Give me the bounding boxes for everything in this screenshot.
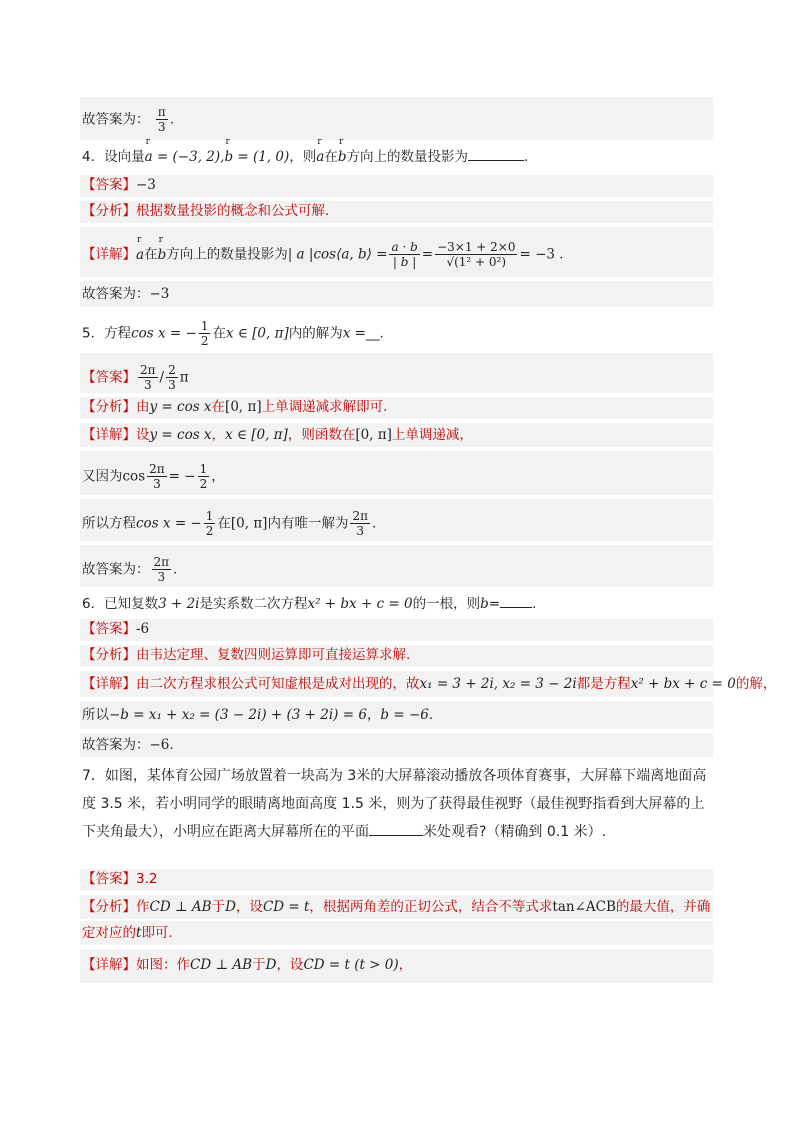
q4-stem: 4．设向量r a = (−3, 2),r b = (1, 0)，则r a在r b方向上的数量投影为 . xyxy=(80,144,713,168)
q4-final: 故答案为：−3 xyxy=(80,281,713,307)
answer-blank xyxy=(500,593,532,608)
answer-prefix: 故答案为： xyxy=(82,111,150,128)
answer-blank xyxy=(369,821,423,836)
q6-final: 故答案为：−6. xyxy=(80,733,713,757)
q6-answer: 【答案】-6 xyxy=(80,619,713,641)
fraction: $\frac{2}{3}$ xyxy=(168,363,176,392)
fraction: $\frac{-3\times 1 + 2\times 0}{\text{√(1² + 0²)}}$ xyxy=(437,240,516,269)
q6-stem: 6．已知复数3 + 2i是实系数二次方程x² + bx + c = 0的一根，则b= . xyxy=(80,591,713,615)
q5-answer: 【答案】 $\frac{2\pi}{3}$ / $\frac{2}{3}$ π xyxy=(80,353,713,393)
fraction: $\frac{\pi}{3}$ xyxy=(157,105,166,134)
fraction: $\frac{2\pi}{3}$ xyxy=(149,462,165,491)
prev-answer-line: 故答案为： $\frac{\pi}{3}$ . xyxy=(80,97,713,140)
fraction: $\frac{1}{2}$ xyxy=(199,462,208,491)
q5-final: 故答案为： $\frac{2\pi}{3}$ . xyxy=(80,545,713,587)
q7-analysis-1: 【分析】作CD ⊥ AB于D，设CD = t，根据两角差的正切公式，结合不等式求tan∠ACB的最大值，并确 xyxy=(80,895,713,919)
q7-detail: 【详解】如图：作CD ⊥ AB于D，设CD = t (t > 0)， xyxy=(80,949,713,983)
q6-detail-2: 所以−b = x₁ + x₂ = (3 − 2i) + (3 + 2i) = 6，b = −6. xyxy=(80,701,713,729)
q5-stem: 5．方程cos x = − $\frac{1}{2}$ 在x ∈ [0, π]内的解为x =__. xyxy=(82,319,384,348)
q5-detail-2: 又因为cos $\frac{2\pi}{3}$ = − $\frac{1}{2}$ ， xyxy=(80,451,713,495)
q4-answer: 【答案】−3 xyxy=(80,175,713,197)
fraction: $\frac{2\pi}{3}$ xyxy=(153,555,170,584)
q7-answer: 【答案】3.2 xyxy=(80,869,713,891)
q5-detail-1: 【详解】设y = cos x，x ∈ [0, π]，则函数在[0, π]上单调递减， xyxy=(80,423,713,447)
q7-stem: 7．如图，某体育公园广场放置着一块高为 3米的大屏幕滚动播放各项体育赛事，大屏幕下端离地面高度 3.5 米，若小明同学的眼睛离地面高度 1.5 米，则为了获得最佳视野（最佳视野指看到大屏幕的上下夹角最大），小明应在距离大屏幕所在的平面 米处观看?（精确到 0.1 米）. xyxy=(82,768,707,840)
q6-analysis: 【分析】由韦达定理、复数四则运算即可直接运算求解. xyxy=(80,645,713,667)
q4-detail: 【详解】r a在r b方向上的数量投影为| a |cos⟨a, b⟩ = $\frac{a \cdot b}{| b |}$ = $\frac{-3\times 1 + 2\times 0}{\text{√(1² + 0²)}}$ = −3 . xyxy=(80,227,713,277)
fraction: $\frac{2\pi}{3}$ xyxy=(352,509,368,538)
q5-detail-3: 所以方程cos x = − $\frac{1}{2}$ 在[0, π]内有唯一解为 $\frac{2\pi}{3}$ . xyxy=(80,499,713,541)
q5-analysis: 【分析】由y = cos x在[0, π]上单调递减求解即可. xyxy=(80,397,713,419)
q6-detail-1: 【详解】由二次方程求根公式可知虚根是成对出现的，故x₁ = 3 + 2i, x₂ = 3 − 2i都是方程x² + bx + c = 0的解， xyxy=(80,671,713,697)
q4-analysis: 【分析】根据数量投影的概念和公式可解． xyxy=(80,201,713,223)
fraction: $\frac{1}{2}$ xyxy=(205,509,214,538)
q7-analysis-2: 定对应的t即可. xyxy=(80,921,713,945)
fraction: $\frac{a \cdot b}{| b |}$ xyxy=(391,240,418,269)
fraction: $\frac{2\pi}{3}$ xyxy=(140,363,156,392)
fraction: $\frac{1}{2}$ xyxy=(200,319,209,348)
answer-blank xyxy=(468,146,524,161)
